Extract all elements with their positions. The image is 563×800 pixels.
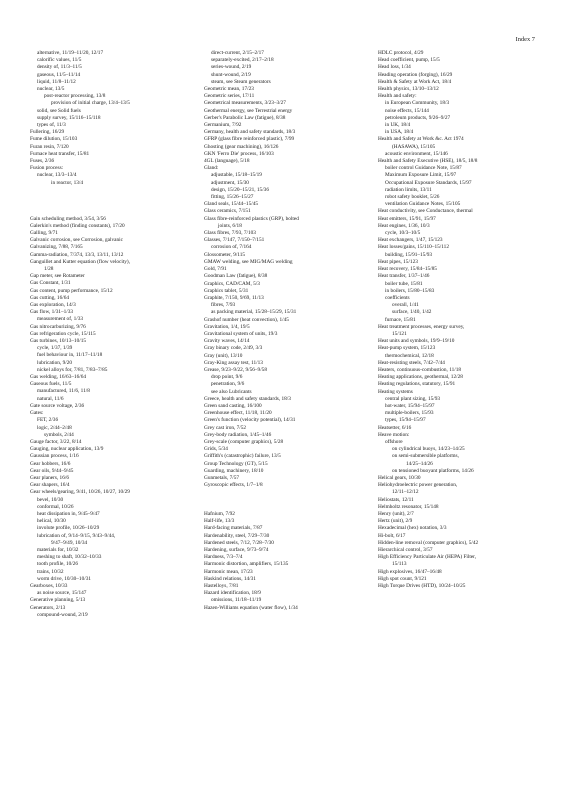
index-entry: Gray-King assay test, 11/13 [204,359,263,366]
index-entry: Gas welding, 16/63–16/64 [30,374,87,381]
index-entry: Health physics, 13/10–13/12 [378,86,439,93]
index-column-left [30,50,192,619]
index-entry: Gearboxes, 10/33 [30,582,68,589]
index-subentry: as packing material, 15/28–15/29, 15/31 [211,309,297,316]
index-entry: Fusion process: [30,165,64,172]
index-subentry: joints, 6/18 [218,222,242,229]
index-entry: Gland: [204,165,219,172]
index-entry: Gas cutting, 16/64 [30,294,69,301]
index-subentry: trains, 10/32 [37,568,64,575]
index-entry: Galerkin's method (finding constants), 17/20 [30,222,125,229]
index-subentry: supply survey, 15/116–15/118 [37,114,101,121]
index-entry: Head loss, 1/34 [378,64,411,71]
index-entry: Helical gears, 10/30 [378,474,421,481]
index-subentry: density of, 11/3–11/5 [37,64,82,71]
index-entry: Health & Safety at Work Act, 18/4 [378,78,452,85]
index-subentry: robot safety booklet, 5/26 [385,194,440,201]
index-entry: Half-life, 13/3 [204,518,235,525]
index-subentry: ventilation Guidance Notes, 15/105 [385,201,461,208]
index-section-gap [30,187,192,194]
index-entry: Glass fibre-reinforced plastics (GRP), bolted [204,215,299,222]
index-entry: Hertz (unit), 2/9 [378,518,413,525]
index-entry: Gold, 7/91 [204,266,227,273]
index-entry: Heat treatment processes, energy survey, [378,323,465,330]
index-subentry: types of, 11/3 [37,122,66,129]
index-subentry: measurement of, 1/33 [37,316,84,323]
index-entry: Heat transfer, 1/37–1/46 [378,273,430,280]
index-entry: Gear planers, 16/6 [30,474,69,481]
index-subentry: 14/25–14/26 [406,460,433,467]
index-subentry: heat dissipation in, 9/45–9/47 [37,510,100,517]
index-subentry: natural, 11/6 [37,395,64,402]
index-entry: Hazard identification, 18/9 [204,590,261,597]
index-subentry: drop point, 9/6 [211,374,243,381]
index-subentry: on tensioned buoyant platforms, 14/26 [392,467,474,474]
index-entry: Graphics tablet, 5/31 [204,287,249,294]
index-entry: Heatsetter, 6/16 [378,424,412,431]
index-subentry: series-wound, 2/19 [211,64,252,71]
index-entry: Heat losses/gains, 15/110–15/112 [378,244,449,251]
index-subentry: omissions, 11/18–11/19 [211,597,262,604]
index-entry: Group Technology (GT), 5/15 [204,460,268,467]
index-subentry: acoustic environment, 15/146 [385,150,448,157]
index-entry: Fullering, 16/29 [30,129,65,136]
index-entry: Head coefficient, pump, 15/5 [378,57,440,64]
index-entry: Gravitational system of units, 19/3 [204,330,278,337]
index-entry: Hastelloys, 7/81 [204,582,239,589]
index-entry: Health and safety: [378,93,417,100]
index-subentry: lubrication, 9/20 [37,359,73,366]
index-entry: Heat engines, 1/36, 10/3 [378,222,430,229]
index-entry: Gunmetals, 7/57 [204,474,240,481]
index-entry: Generative planning, 5/13 [30,597,86,604]
index-entry: Heat pipes, 15/123 [378,258,418,265]
index-entry: Hidden-line removal (computer graphics), 5/42 [378,539,479,546]
index-entry: Gap meter, see Rotameter [30,273,85,280]
index-subentry: nuclear, 13/3–13/4 [37,172,77,179]
index-entry: Gas Constant, 1/31 [30,280,71,287]
index-entry: GFRP (glass fibre reinforced plastic), 7/99 [204,136,295,143]
index-subentry: 9/47–9/49, 10/34 [51,539,88,546]
index-subentry: post-reactor processing, 13/8 [44,93,106,100]
index-subentry: Occupational Exposure Standards, 15/97 [385,179,472,186]
index-subentry: 15/113 [392,561,407,568]
index-entry: Gas flow, 1/31–1/33 [30,309,74,316]
index-subentry: boiler control Guidance Note, 15/87 [385,165,462,172]
index-entry: Gaseous fuels, 11/5 [30,381,72,388]
index-entry: Gaussian process, 1/16 [30,453,79,460]
index-entry: Galvanizing, 7/88, 7/165 [30,244,83,251]
index-section-gap [204,504,366,511]
index-entry: Furan resin, 7/120 [30,143,69,150]
index-entry: Fume dilution, 15/103 [30,136,78,143]
index-entry: Hafnium, 7/92 [204,510,235,517]
index-entry: High Efficiency Particulate Air (HEPA) Filter, [378,554,477,561]
index-entry: Hexadecimal (hex) notation, 3/3 [378,525,447,532]
running-header: Index 7 [515,36,535,43]
index-entry: Gas refrigeration cycle, 15/115 [30,330,96,337]
index-entry: Hardened steels, 7/12, 7/28–7/30 [204,539,274,546]
index-entry: Goodman Law (fatigue), 8/38 [204,273,268,280]
index-column-middle [204,50,366,612]
index-entry: Hardening, surface, 9/73–9/74 [204,546,269,553]
index-entry: Geometric series, 17/11 [204,93,255,100]
index-subentry: steam, see Steam generators [211,78,271,85]
index-subentry: thermochemical, 12/18 [385,352,434,359]
index-entry: Greece, health and safety standards, 18/3 [204,395,291,402]
index-subentry: see also Lubricants [211,388,252,395]
index-entry: Hierarchical control, 3/57 [378,547,433,554]
index-subentry: types, 15/94–15/97 [385,417,426,424]
index-entry: Gauge factor, 3/22, 8/14 [30,438,82,445]
index-entry: Heat recovery, 15/84–15/85 [378,266,437,273]
index-subentry: furnace, 15/81 [385,316,416,323]
index-subentry: adjustment, 15/30 [211,179,249,186]
index-subentry: overall, 1/41 [392,302,419,309]
index-subentry: direct-current, 2/15–2/17 [211,50,264,56]
index-subentry: adjustable, 15/18–15/19 [211,172,262,179]
index-section-gap [204,497,366,504]
index-entry: HDLC protocol, 4/29 [378,50,424,56]
index-entry: Heating regulations, statutory, 15/91 [378,381,456,388]
index-subentry: in European Community, 18/3 [385,100,450,107]
index-entry: Guarding, machinery, 18/10 [204,467,264,474]
index-section-gap [30,201,192,208]
index-entry: Gas nitrocarburizing, 9/76 [30,323,86,330]
index-entry: Geothermal energy, see Terrestrial energy [204,107,293,114]
index-subentry: shunt-wound, 2/19 [211,71,251,78]
index-subentry: coefficients [385,294,410,301]
index-entry: Ghosting (gear machining), 16/126 [204,143,279,150]
index-subentry: petroleum products, 9/26–9/27 [385,114,451,121]
index-entry: High spot count, 9/121 [378,575,427,582]
index-entry: Harmonic distortion, amplifiers, 15/135 [204,561,289,568]
index-subentry: lubrication of, 9/14–9/15, 9/43–9/44, [37,532,116,539]
index-entry: Gas turbines, 10/13–10/15 [30,338,87,345]
index-entry: Heating applications, geothermal, 12/28 [378,374,463,381]
index-entry: Grey-body radiation, 1/45–1/46 [204,431,272,438]
index-entry: Generators, 2/13 [30,604,66,611]
index-entry: Gravitation, 1/4, 19/5 [204,323,250,330]
index-subentry: as noise source, 15/147 [37,590,87,597]
index-entry: Helmholtz resonator, 15/148 [378,503,439,510]
index-subentry: conformal, 10/26 [37,503,74,510]
index-subentry: symbols, 2/44 [44,431,74,438]
index-subentry: calorific values, 11/5 [37,57,82,64]
index-entry: 4GL (language), 5/18 [204,158,250,165]
index-entry: Hardenability, steel, 7/29–7/30 [204,532,270,539]
index-subentry: in UK, 18/4 [385,122,411,129]
index-entry: Gate source voltage, 2/36 [30,402,85,409]
index-subentry: nuclear, 13/5 [37,86,65,93]
index-entry: Gravity waves, 14/14 [204,338,250,345]
index-subentry: bevel, 10/30 [37,496,64,503]
index-entry: High explosives, 16/47–16/48 [378,568,442,575]
index-entry: Gates: [30,410,44,417]
index-subentry: on cylindrical buoys, 14/23–14/25 [392,446,465,453]
index-subentry: in USA, 18/4 [385,129,414,136]
index-entry: Glass fibres, 7/93, 7/103 [204,230,256,237]
index-entry: Glasses, 7/147, 7/150–7/151 [204,237,265,244]
index-entry: Hazen-Williams equation (water flow), 1/34 [204,604,298,611]
index-entry: Glass ceramics, 7/151 [204,208,251,215]
index-entry: Glossometer, 9/115 [204,251,246,258]
index-entry: Heat conductivity, see Conductance, thermal [378,208,473,215]
index-entry: Grashof number (heat convection), 1/45 [204,316,289,323]
index-subentry: worm drive, 10/30–10/31 [37,575,91,582]
index-subentry: FET, 2/36 [37,417,59,424]
index-entry: Gray binary code, 2/49, 3/3 [204,345,263,352]
index-entry: Heliostats, 12/11 [378,496,414,503]
index-entry: Health and Safety at Work &c. Act 1974 [378,136,464,143]
index-subentry: in reactor, 13/4 [51,179,83,186]
index-subentry: Maximum Exposure Limit, 15/97 [385,172,457,179]
index-subentry: helical, 10/30 [37,518,66,525]
index-subentry: building, 15/91–15/93 [385,251,433,258]
index-entry: Health and Safety Executive (HSE), 18/5, 18/8 [378,158,478,165]
index-subentry: corrosion of, 7/164 [211,244,252,251]
index-entry: Grey cast iron, 7/52 [204,424,247,431]
index-entry: Gyroscopic effects, 1/7–1/8 [204,482,263,489]
index-entry: Graphics, CAD/CAM, 5/3 [204,280,260,287]
index-entry: Haskind relations, 14/31 [204,575,256,582]
index-subentry: design, 15/20–15/21, 15/36 [211,186,269,193]
index-section-gap [204,489,366,496]
index-entry: Gas content, pump performance, 15/12 [30,287,113,294]
index-subentry: noise effects, 15/144 [385,107,429,114]
index-subentry: alternative, 11/19–11/20, 12/17 [37,50,104,56]
index-subentry: in boilers, 15/80–15/83 [385,287,435,294]
index-subentry: radiation limits, 13/11 [385,186,432,193]
index-entry: Gear shapers, 16/4 [30,482,70,489]
index-subentry: fibres, 7/93 [211,302,236,309]
index-subentry: 15/121 [392,330,407,337]
index-subentry: (HASAWA), 15/105 [392,143,436,150]
index-entry: Harmonic mean, 17/23 [204,568,253,575]
index-entry: High Torque Drives (HTD), 10/24–10/25 [378,583,466,590]
index-entry: Heliohydroelectric power generation, [378,482,458,489]
index-subentry: cycle, 10/3–10/5 [385,230,421,237]
index-subentry: solid, see Solid fuels [37,107,81,114]
index-entry: Germanium, 7/92 [204,122,242,129]
index-entry: Gauging, nuclear application, 13/9 [30,446,104,453]
index-entry: Heating systems [378,388,413,395]
index-entry: Heat-resisting steels, 7/42–7/44 [378,359,445,366]
index-section-gap [30,208,192,215]
index-subentry: 1/28 [44,266,54,273]
index-entry: GMAW welding, see MIG/MAG welding [204,258,293,265]
index-entry: Grey-scale (computer graphics), 5/28 [204,438,284,445]
index-entry: Gain scheduling method, 3/54, 3/56 [30,215,106,222]
index-subentry: separately-excited, 2/17–2/18 [211,57,274,64]
index-subentry: offshore [385,438,403,445]
index-entry: Heat emitters, 15/91, 15/97 [378,215,436,222]
index-subentry: fuel behaviour in, 11/17–11/18 [37,352,103,359]
index-entry: Gear oils, 9/44–9/45 [30,467,74,474]
index-entry: Ganguillet and Kutter equation (flow velocity), [30,258,131,265]
index-subentry: tooth profile, 10/26 [37,561,79,568]
index-entry: Heat exchangers, 1/47, 15/123 [378,237,443,244]
index-entry: Gray (unit), 13/10 [204,352,243,359]
index-entry: Fuses, 2/36 [30,158,55,165]
index-entry: Germany, health and safety standards, 18/3 [204,129,296,136]
index-entry: Gas exploration, 14/3 [30,302,76,309]
index-subentry: liquid, 11/8–11/12 [37,78,76,85]
index-section-gap [30,194,192,201]
index-entry: Galvanic corrosion, see Corrosion, galvanic [30,237,123,244]
index-subentry: cycle, 1/37, 1/39 [37,345,73,352]
index-subentry: logic, 2/44–2/48 [37,424,72,431]
index-entry: Hi-bolt, 6/17 [378,532,406,539]
index-entry: Grease, 9/23–9/22, 9/56–9/58 [204,366,267,373]
index-entry: GKN 'Ferro Die' process, 16/103 [204,150,274,157]
index-entry: Geometrical measurements, 3/23–3/27 [204,100,286,107]
index-subentry: compound-wound, 2/19 [37,611,88,618]
index-subentry: meshing to shaft, 10/32–10/33 [37,554,102,561]
index-entry: Graphite, 7/150, 9/69, 11/13 [204,294,264,301]
index-subentry: gaseous, 11/5–11/14 [37,71,81,78]
index-entry: Furnace heat transfer, 15/81 [30,150,90,157]
index-entry: Heaters, continuous-combustion, 11/18 [378,366,462,373]
index-entry: Heat units and symbols, 19/9–19/10 [378,338,455,345]
index-subentry: on semi-submersible platforms, [392,453,459,460]
index-subentry: materials for, 10/32 [37,546,79,553]
index-entry: Galling, 9/71 [30,230,58,237]
index-subentry: boiler tube, 15/81 [385,280,423,287]
index-entry: Heat-pump system, 15/123 [378,345,436,352]
index-subentry: involute profile, 10/26–10/29 [37,525,100,532]
index-entry: Griffith's (catastrophic) failure, 13/5 [204,453,281,460]
index-entry: Gerber's Parabolic Law (fatigue), 8/38 [204,114,286,121]
index-entry: Gamma-radiation, 7/374, 13/3, 13/11, 13/12 [30,251,124,258]
index-entry: Heading operation (forging), 16/29 [378,71,453,78]
index-subentry: manufactured, 11/6, 11/8 [37,388,90,395]
index-subentry: provision of initial charge, 13/4–13/5 [51,100,130,107]
index-entry: Heave motion: [378,431,410,438]
index-entry: Greenhouse effect, 11/18, 11/20 [204,410,272,417]
index-subentry: penetration, 9/6 [211,381,245,388]
index-entry: Hardness, 7/3–7/4 [204,554,243,561]
index-entry: Geometric mean, 17/23 [204,86,254,93]
index-subentry: 12/11–12/12 [392,489,419,496]
index-entry: Green sand casting, 16/100 [204,402,262,409]
index-subentry: nickel alloys for, 7/81, 7/83–7/85 [37,366,108,373]
index-subentry: central plant sizing, 15/93 [385,395,441,402]
index-entry: Grids, 5/34 [204,446,228,453]
index-entry: Gear wheels/gearing, 9/41, 10/26, 10/27, 10/29 [30,489,130,496]
index-entry: Hard-facing materials, 7/87 [204,525,263,532]
index-entry: Gear hobbers, 16/6 [30,460,71,467]
index-subentry: multiple-boilers, 15/93 [385,410,434,417]
index-column-right [378,50,540,590]
index-subentry: hot-water, 15/94–15/97 [385,402,435,409]
index-entry: Green's function (velocity potential), 14/31 [204,417,296,424]
index-subentry: surface, 1/40, 1/42 [392,309,432,316]
index-entry: Henry (unit), 2/7 [378,511,414,517]
index-entry: Gland seals, 15/44–15/45 [204,201,258,208]
index-subentry: fitting, 15/26–15/27 [211,194,254,201]
